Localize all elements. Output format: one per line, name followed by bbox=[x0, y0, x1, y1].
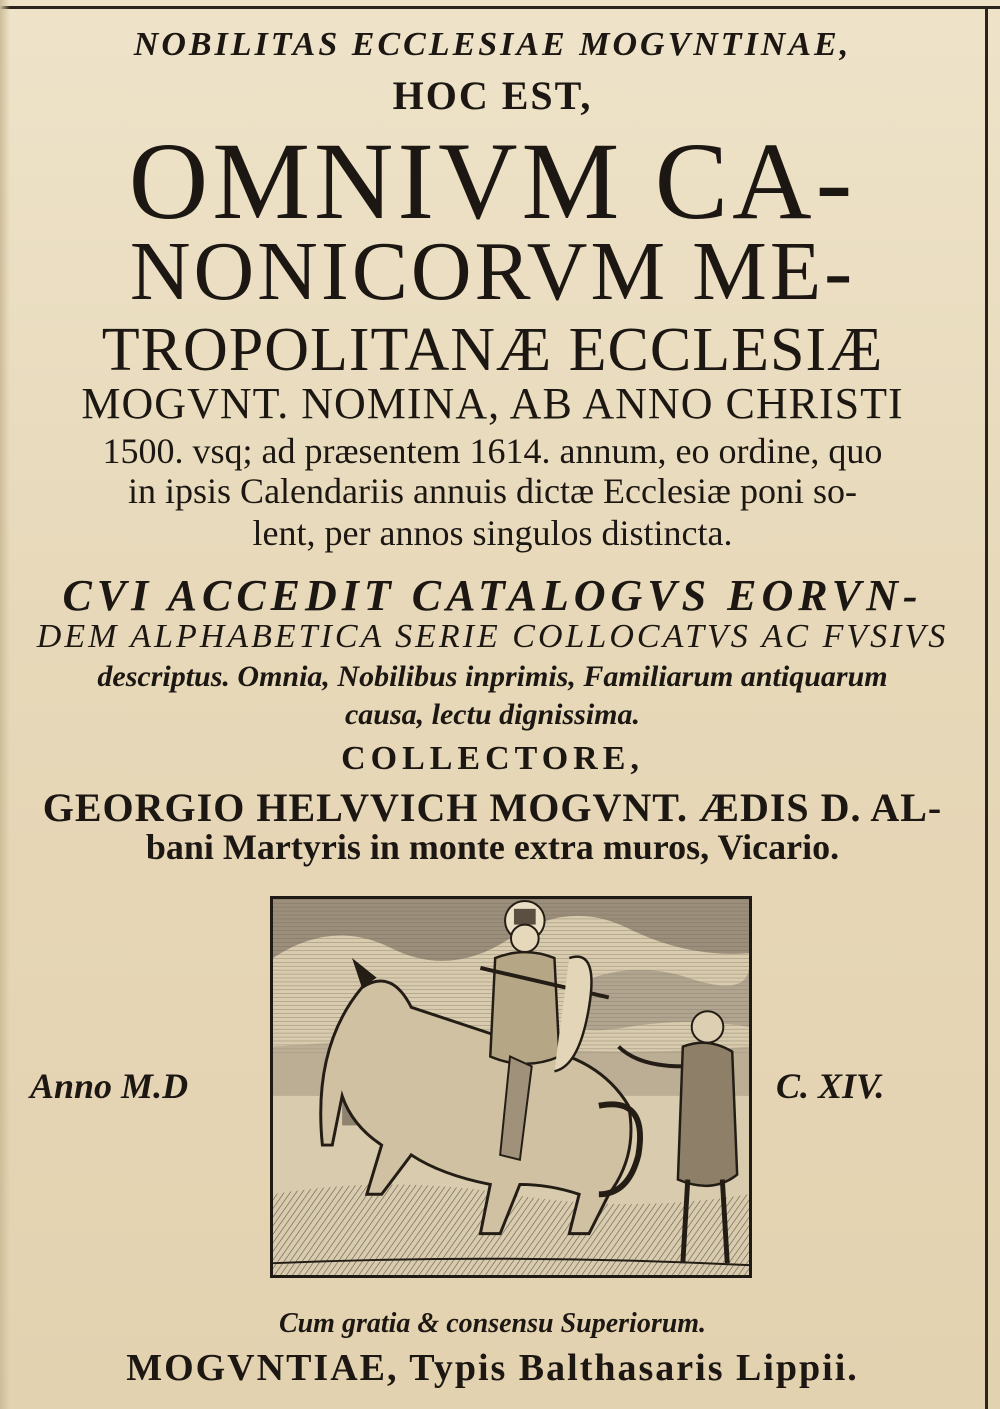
woodcut-illustration bbox=[270, 896, 752, 1278]
title-line-5: TROPOLITANÆ ECCLESIÆ bbox=[101, 316, 884, 384]
title-line-2: HOC EST, bbox=[392, 73, 593, 118]
title-line-1: NOBILITAS ECCLESIAE MOGVNTINAE, bbox=[133, 26, 852, 63]
saint-martin-woodcut-image bbox=[273, 899, 749, 1275]
privilege-line: Cum gratia & consensu Superiorum. bbox=[278, 1308, 707, 1339]
subtitle-line-3: descriptus. Omnia, Nobilibus inprimis, Familiarum antiquarum bbox=[97, 660, 888, 693]
date-right: C. XIV. bbox=[776, 1066, 885, 1106]
author-line-3: bani Martyris in monte extra muros, Vicario. bbox=[145, 827, 840, 867]
subtitle-line-2: DEM ALPHABETICA SERIE COLLOCATVS AC FVSIVS bbox=[36, 618, 949, 655]
top-border-rule bbox=[0, 6, 1000, 9]
right-border-rule bbox=[985, 6, 988, 1409]
author-line-1: COLLECTORE, bbox=[341, 740, 644, 777]
publisher-line: MOGVNTIAE, Typis Balthasaris Lippii. bbox=[126, 1347, 859, 1389]
subtitle-line-1: CVI ACCEDIT CATALOGVS EORVN- bbox=[62, 571, 923, 620]
subtitle-line-4: causa, lectu dignissima. bbox=[344, 698, 641, 731]
title-line-4: NONICORVM ME- bbox=[129, 225, 856, 318]
date-left: Anno M.D bbox=[30, 1066, 189, 1106]
author-line-2: GEORGIO HELVVICH MOGVNT. ÆDIS D. AL- bbox=[42, 785, 943, 830]
title-line-3: OMNIVM CA- bbox=[128, 120, 857, 242]
title-line-7: 1500. vsq; ad præsentem 1614. annum, eo ordine, quo bbox=[102, 431, 883, 471]
title-line-8: in ipsis Calendariis annuis dictæ Ecclesiæ poni so- bbox=[128, 471, 857, 511]
title-line-9: lent, per annos singulos distincta. bbox=[252, 513, 733, 553]
title-line-6: MOGVNT. NOMINA, AB ANNO CHRISTI bbox=[81, 379, 904, 428]
